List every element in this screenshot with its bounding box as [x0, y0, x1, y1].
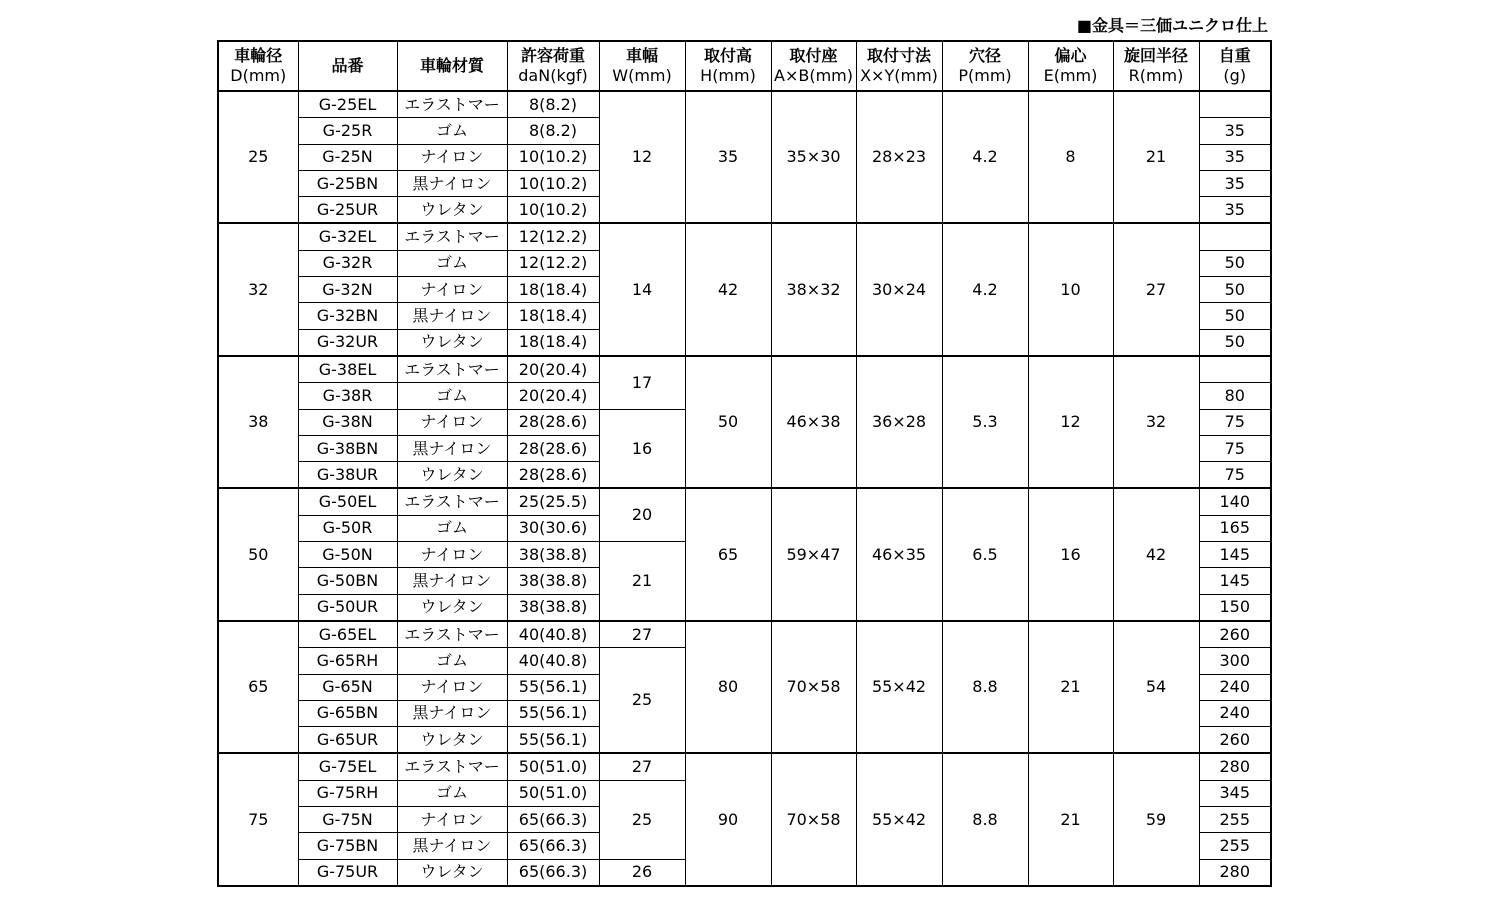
weight-cell: 280 — [1199, 859, 1271, 886]
hole-diameter-cell: 8.8 — [942, 753, 1028, 885]
header-unit: P(mm) — [958, 66, 1012, 85]
size-group — [218, 356, 1271, 488]
part-number-cell: G-38EL — [298, 356, 397, 383]
wheel-diameter-cell: 65 — [218, 621, 298, 753]
wheel-width-cell: 26 — [599, 859, 685, 886]
wheel-width-cell: 27 — [599, 621, 685, 648]
mount-plate-cell: 35×30 — [771, 91, 856, 223]
part-number-cell: G-32EL — [298, 223, 397, 250]
load-cell: 40(40.8) — [507, 621, 599, 648]
header-label: 穴径 — [968, 46, 1001, 65]
hole-diameter-cell: 5.3 — [942, 356, 1028, 488]
hole-diameter-cell: 4.2 — [942, 223, 1028, 355]
load-cell: 10(10.2) — [507, 144, 599, 170]
size-group — [218, 223, 1271, 355]
load-cell: 40(40.8) — [507, 648, 599, 674]
wheel-width-cell: 25 — [599, 780, 685, 859]
offset-cell: 21 — [1028, 621, 1113, 753]
wheel-width-cell: 16 — [599, 409, 685, 488]
swivel-radius-cell: 54 — [1113, 621, 1199, 753]
material-cell: エラストマー — [397, 621, 507, 648]
weight-cell: 240 — [1199, 700, 1271, 726]
material-cell: ゴム — [397, 515, 507, 541]
part-number-cell: G-25N — [298, 144, 397, 170]
part-number-cell: G-50BN — [298, 568, 397, 594]
header-hole-diameter — [942, 41, 1028, 91]
wheel-diameter-cell: 75 — [218, 753, 298, 885]
weight-cell: 145 — [1199, 568, 1271, 594]
mount-height-cell: 80 — [685, 621, 771, 753]
mount-height-cell: 65 — [685, 488, 771, 620]
material-cell: 黒ナイロン — [397, 303, 507, 329]
offset-cell: 12 — [1028, 356, 1113, 488]
offset-cell: 10 — [1028, 223, 1113, 355]
load-cell: 38(38.8) — [507, 568, 599, 594]
wheel-diameter-cell: 38 — [218, 356, 298, 488]
part-number-cell: G-50R — [298, 515, 397, 541]
weight-cell: 35 — [1199, 197, 1271, 224]
part-number-cell: G-25EL — [298, 91, 397, 118]
header-allowable-load — [507, 41, 599, 91]
part-number-cell: G-38UR — [298, 462, 397, 489]
wheel-width-cell: 25 — [599, 648, 685, 754]
load-cell: 18(18.4) — [507, 303, 599, 329]
material-cell: エラストマー — [397, 488, 507, 515]
load-cell: 65(66.3) — [507, 833, 599, 859]
mount-dimension-cell: 36×28 — [856, 356, 942, 488]
header-unit: A×B(mm) — [774, 66, 853, 85]
part-number-cell: G-25UR — [298, 197, 397, 224]
part-number-cell: G-75EL — [298, 753, 397, 780]
part-number-cell: G-32BN — [298, 303, 397, 329]
part-number-cell: G-32UR — [298, 329, 397, 356]
material-cell: エラストマー — [397, 753, 507, 780]
load-cell: 65(66.3) — [507, 807, 599, 833]
header-label: 車幅 — [625, 46, 658, 65]
material-cell: ウレタン — [397, 594, 507, 621]
load-cell: 55(56.1) — [507, 700, 599, 726]
material-cell: エラストマー — [397, 91, 507, 118]
load-cell: 12(12.2) — [507, 250, 599, 276]
weight-cell: 80 — [1199, 383, 1271, 409]
material-cell: エラストマー — [397, 223, 507, 250]
header-label: 取付座 — [789, 46, 838, 65]
load-cell: 20(20.4) — [507, 356, 599, 383]
weight-cell: 50 — [1199, 303, 1271, 329]
header-unit: D(mm) — [230, 66, 287, 85]
material-cell: ウレタン — [397, 859, 507, 886]
weight-cell: 345 — [1199, 780, 1271, 806]
header-swivel-radius — [1113, 41, 1199, 91]
size-group — [218, 753, 1271, 885]
offset-cell: 21 — [1028, 753, 1113, 885]
mount-height-cell: 35 — [685, 91, 771, 223]
header-row — [218, 41, 1271, 91]
mount-dimension-cell: 55×42 — [856, 753, 942, 885]
swivel-radius-cell: 32 — [1113, 356, 1199, 488]
mount-plate-cell: 46×38 — [771, 356, 856, 488]
weight-cell: 150 — [1199, 594, 1271, 621]
header-unit: (g) — [1223, 66, 1247, 85]
wheel-width-cell: 20 — [599, 488, 685, 541]
weight-cell: 240 — [1199, 674, 1271, 700]
header-offset — [1028, 41, 1113, 91]
part-number-cell: G-32N — [298, 277, 397, 303]
wheel-width-cell: 21 — [599, 542, 685, 621]
load-cell: 30(30.6) — [507, 515, 599, 541]
part-number-cell: G-65N — [298, 674, 397, 700]
material-cell: ウレタン — [397, 329, 507, 356]
mount-plate-cell: 38×32 — [771, 223, 856, 355]
mount-dimension-cell: 55×42 — [856, 621, 942, 753]
header-unit: H(mm) — [700, 66, 756, 85]
header-unit: W(mm) — [612, 66, 672, 85]
offset-cell: 16 — [1028, 488, 1113, 620]
material-cell: エラストマー — [397, 356, 507, 383]
load-cell: 10(10.2) — [507, 197, 599, 224]
table-row — [218, 621, 1271, 648]
header-label: 品番 — [331, 56, 364, 75]
header-mount-dimension — [856, 41, 942, 91]
part-number-cell: G-65UR — [298, 727, 397, 754]
material-cell: ナイロン — [397, 144, 507, 170]
part-number-cell: G-75N — [298, 807, 397, 833]
part-number-cell: G-32R — [298, 250, 397, 276]
header-part-number — [298, 41, 397, 91]
part-number-cell: G-38N — [298, 409, 397, 435]
load-cell: 18(18.4) — [507, 277, 599, 303]
load-cell: 12(12.2) — [507, 223, 599, 250]
part-number-cell: G-38BN — [298, 435, 397, 461]
weight-cell: 255 — [1199, 807, 1271, 833]
header-label: 許容荷重 — [520, 46, 585, 65]
load-cell: 50(51.0) — [507, 753, 599, 780]
material-cell: ゴム — [397, 250, 507, 276]
table-row — [218, 753, 1271, 780]
material-cell: 黒ナイロン — [397, 435, 507, 461]
material-cell: ゴム — [397, 780, 507, 806]
load-cell: 8(8.2) — [507, 118, 599, 144]
part-number-cell: G-50UR — [298, 594, 397, 621]
weight-cell: 255 — [1199, 833, 1271, 859]
mount-dimension-cell: 28×23 — [856, 91, 942, 223]
size-group — [218, 488, 1271, 620]
mount-height-cell: 50 — [685, 356, 771, 488]
mount-plate-cell: 59×47 — [771, 488, 856, 620]
mount-plate-cell: 70×58 — [771, 621, 856, 753]
material-cell: ゴム — [397, 383, 507, 409]
swivel-radius-cell: 21 — [1113, 91, 1199, 223]
weight-cell: 35 — [1199, 118, 1271, 144]
weight-cell: 280 — [1199, 753, 1271, 780]
weight-cell — [1199, 91, 1271, 118]
material-cell: ナイロン — [397, 542, 507, 568]
wheel-diameter-cell: 25 — [218, 91, 298, 223]
weight-cell: 260 — [1199, 727, 1271, 754]
table-row — [218, 356, 1271, 383]
mount-height-cell: 90 — [685, 753, 771, 885]
header-unit: E(mm) — [1043, 66, 1098, 85]
material-cell: 黒ナイロン — [397, 833, 507, 859]
caster-spec-table — [217, 40, 1272, 887]
material-cell: ウレタン — [397, 727, 507, 754]
size-group — [218, 91, 1271, 223]
part-number-cell: G-65RH — [298, 648, 397, 674]
material-cell: 黒ナイロン — [397, 568, 507, 594]
table-row — [218, 91, 1271, 118]
load-cell: 28(28.6) — [507, 462, 599, 489]
weight-cell: 260 — [1199, 621, 1271, 648]
header-label: 旋回半径 — [1123, 46, 1188, 65]
finish-note: ■金具＝三価ユニクロ仕上 — [1076, 16, 1268, 35]
load-cell: 28(28.6) — [507, 409, 599, 435]
header-unit: daN(kgf) — [518, 66, 588, 85]
weight-cell: 75 — [1199, 435, 1271, 461]
material-cell: ナイロン — [397, 674, 507, 700]
load-cell: 8(8.2) — [507, 91, 599, 118]
hole-diameter-cell: 6.5 — [942, 488, 1028, 620]
weight-cell: 300 — [1199, 648, 1271, 674]
header-wheel-diameter — [218, 41, 298, 91]
part-number-cell: G-25BN — [298, 170, 397, 196]
part-number-cell: G-50N — [298, 542, 397, 568]
weight-cell: 50 — [1199, 250, 1271, 276]
weight-cell — [1199, 223, 1271, 250]
header-label: 車輪材質 — [419, 56, 484, 75]
header-mount-plate — [771, 41, 856, 91]
swivel-radius-cell: 59 — [1113, 753, 1199, 885]
weight-cell: 75 — [1199, 462, 1271, 489]
part-number-cell: G-65EL — [298, 621, 397, 648]
material-cell: ゴム — [397, 648, 507, 674]
hole-diameter-cell: 4.2 — [942, 91, 1028, 223]
part-number-cell: G-50EL — [298, 488, 397, 515]
material-cell: ウレタン — [397, 462, 507, 489]
wheel-width-cell: 14 — [599, 223, 685, 355]
load-cell: 65(66.3) — [507, 859, 599, 886]
weight-cell: 140 — [1199, 488, 1271, 515]
load-cell: 38(38.8) — [507, 594, 599, 621]
wheel-width-cell: 27 — [599, 753, 685, 780]
material-cell: ゴム — [397, 118, 507, 144]
load-cell: 55(56.1) — [507, 727, 599, 754]
load-cell: 20(20.4) — [507, 383, 599, 409]
header-unit: R(mm) — [1128, 66, 1184, 85]
part-number-cell: G-75UR — [298, 859, 397, 886]
header-label: 自重 — [1218, 46, 1251, 65]
header-unit: X×Y(mm) — [860, 66, 938, 85]
header-label: 取付寸法 — [866, 46, 931, 65]
part-number-cell: G-25R — [298, 118, 397, 144]
weight-cell: 75 — [1199, 409, 1271, 435]
weight-cell: 145 — [1199, 542, 1271, 568]
header-weight — [1199, 41, 1271, 91]
table-row — [218, 223, 1271, 250]
part-number-cell: G-75RH — [298, 780, 397, 806]
header-label: 取付高 — [703, 46, 752, 65]
load-cell: 55(56.1) — [507, 674, 599, 700]
mount-height-cell: 42 — [685, 223, 771, 355]
offset-cell: 8 — [1028, 91, 1113, 223]
material-cell: ウレタン — [397, 197, 507, 224]
header-wheel-material — [397, 41, 507, 91]
weight-cell: 50 — [1199, 329, 1271, 356]
weight-cell — [1199, 356, 1271, 383]
mount-plate-cell: 70×58 — [771, 753, 856, 885]
header-mount-height — [685, 41, 771, 91]
header-wheel-width — [599, 41, 685, 91]
material-cell: ナイロン — [397, 409, 507, 435]
weight-cell: 35 — [1199, 144, 1271, 170]
weight-cell: 165 — [1199, 515, 1271, 541]
load-cell: 10(10.2) — [507, 170, 599, 196]
load-cell: 28(28.6) — [507, 435, 599, 461]
weight-cell: 35 — [1199, 170, 1271, 196]
swivel-radius-cell: 27 — [1113, 223, 1199, 355]
weight-cell: 50 — [1199, 277, 1271, 303]
material-cell: 黒ナイロン — [397, 700, 507, 726]
load-cell: 18(18.4) — [507, 329, 599, 356]
header-label: 偏心 — [1054, 46, 1087, 65]
wheel-diameter-cell: 50 — [218, 488, 298, 620]
load-cell: 25(25.5) — [507, 488, 599, 515]
wheel-width-cell: 17 — [599, 356, 685, 409]
hole-diameter-cell: 8.8 — [942, 621, 1028, 753]
material-cell: ナイロン — [397, 277, 507, 303]
load-cell: 50(51.0) — [507, 780, 599, 806]
wheel-width-cell: 12 — [599, 91, 685, 223]
wheel-diameter-cell: 32 — [218, 223, 298, 355]
header-label: 車輪径 — [234, 46, 283, 65]
part-number-cell: G-65BN — [298, 700, 397, 726]
size-group — [218, 621, 1271, 753]
mount-dimension-cell: 46×35 — [856, 488, 942, 620]
part-number-cell: G-75BN — [298, 833, 397, 859]
material-cell: ナイロン — [397, 807, 507, 833]
table-row — [218, 488, 1271, 515]
load-cell: 38(38.8) — [507, 542, 599, 568]
swivel-radius-cell: 42 — [1113, 488, 1199, 620]
part-number-cell: G-38R — [298, 383, 397, 409]
material-cell: 黒ナイロン — [397, 170, 507, 196]
mount-dimension-cell: 30×24 — [856, 223, 942, 355]
